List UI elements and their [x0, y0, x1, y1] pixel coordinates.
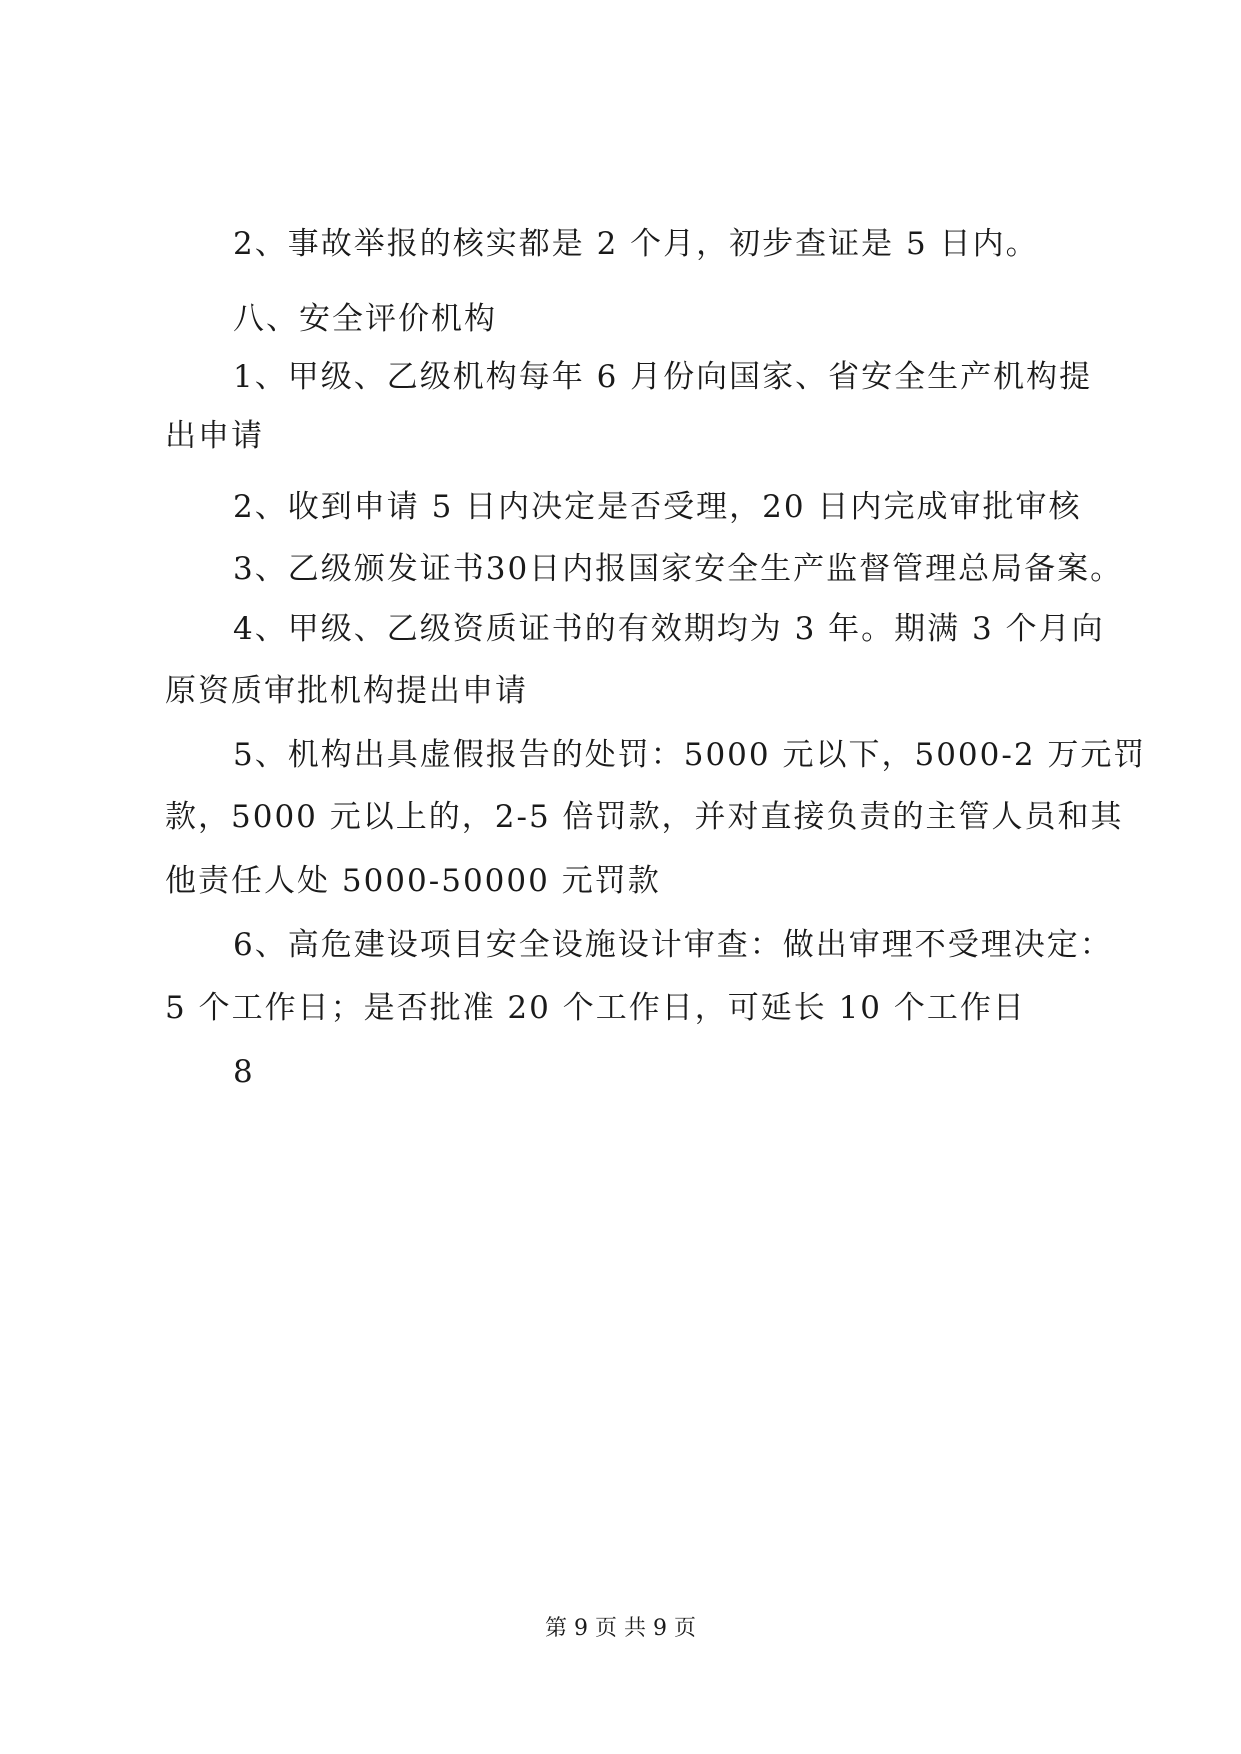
paragraph-line: 他责任人处 5000-50000 元罚款 — [165, 863, 661, 899]
paragraph-line: 5 个工作日；是否批准 20 个工作日，可延长 10 个工作日 — [165, 990, 1026, 1026]
paragraph-line: 2、收到申请 5 日内决定是否受理，20 日内完成审批审核 — [233, 489, 1082, 525]
paragraph-line: 4、甲级、乙级资质证书的有效期均为 3 年。期满 3 个月向 — [233, 611, 1105, 647]
paragraph-line: 1、甲级、乙级机构每年 6 月份向国家、省安全生产机构提 — [233, 359, 1093, 395]
paragraph-line: 出申请 — [165, 418, 264, 454]
page-number-footer: 第 9 页 共 9 页 — [545, 1616, 696, 1641]
paragraph-line: 2、事故举报的核实都是 2 个月，初步查证是 5 日内。 — [233, 226, 1039, 262]
paragraph-line: 5、机构出具虚假报告的处罚：5000 元以下，5000-2 万元罚 — [233, 737, 1147, 773]
paragraph-line: 款，5000 元以上的，2-5 倍罚款，并对直接负责的主管人员和其 — [165, 799, 1124, 835]
paragraph-line: 3、乙级颁发证书30日内报国家安全生产监督管理总局备案。 — [233, 551, 1124, 587]
paragraph-line: 原资质审批机构提出申请 — [165, 673, 528, 709]
paragraph-line: 6、高危建设项目安全设施设计审查：做出审理不受理决定： — [233, 927, 1113, 963]
section-heading: 八、安全评价机构 — [233, 301, 497, 337]
paragraph-line: 8 — [233, 1054, 255, 1090]
